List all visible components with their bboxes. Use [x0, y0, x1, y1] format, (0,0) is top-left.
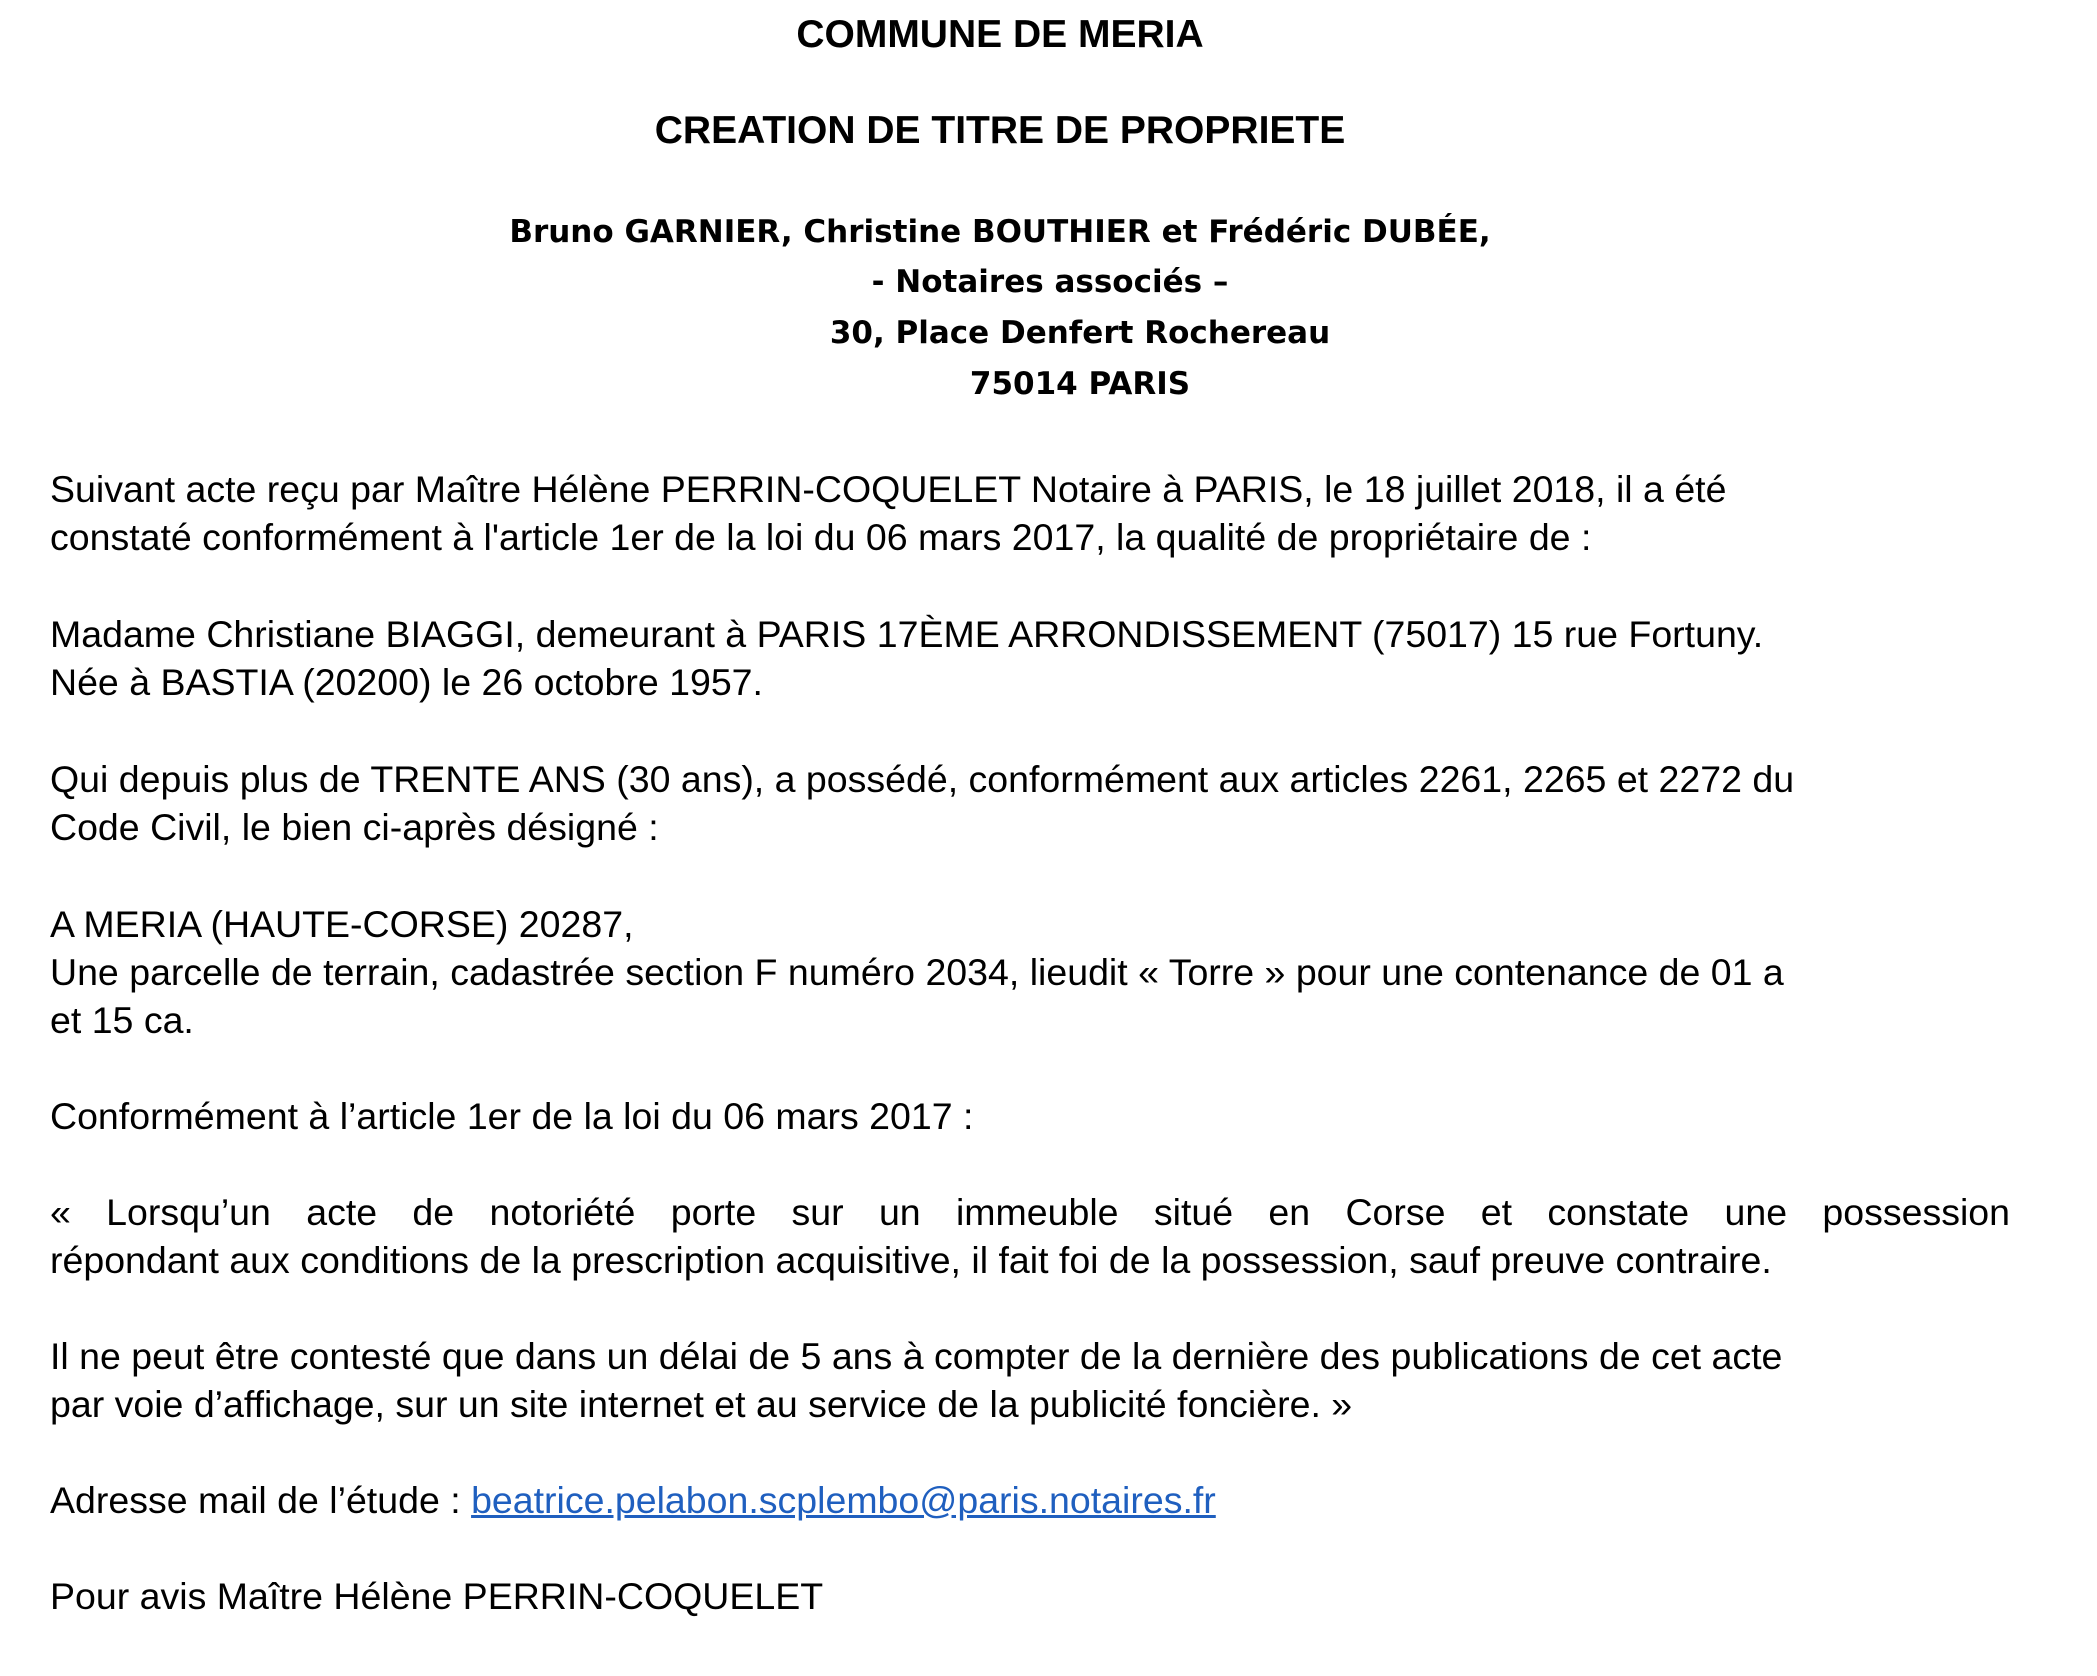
notary-names: Bruno GARNIER, Christine BOUTHIER et Frédéric DUBÉE, — [509, 214, 1491, 250]
quote-2-line-2: par voie d’affichage, sur un site internet et au service de la publicité foncière. » — [50, 1383, 1353, 1425]
quote-1-line-1: « Lorsqu’un acte de notoriété porte sur un immeuble situé en Corse et constate une possession — [50, 1191, 2010, 1233]
possession-paragraph — [50, 755, 2010, 851]
owner-line-2: Née à BASTIA (20200) le 26 octobre 1957. — [50, 661, 763, 703]
property-location: A MERIA (HAUTE-CORSE) 20287, — [50, 903, 634, 945]
quote-2-line-1: Il ne peut être contesté que dans un délai de 5 ans à compter de la dernière des publications de cet acte — [50, 1335, 1783, 1377]
notary-city: 75014 PARIS — [969, 366, 1191, 402]
signature-paragraph — [50, 1572, 2010, 1620]
notary-role: - Notaires associés – — [871, 264, 1229, 300]
possession-line-1: Qui depuis plus de TRENTE ANS (30 ans), a possédé, conformément aux articles 2261, 2265 et 2272 du — [50, 758, 1795, 800]
owner-paragraph — [50, 610, 2010, 706]
commune-heading: COMMUNE DE MERIA — [796, 13, 1204, 56]
acte-paragraph — [50, 465, 2010, 561]
notary-street: 30, Place Denfert Rochereau — [829, 315, 1331, 351]
email-link[interactable]: beatrice.pelabon.scplembo@paris.notaires.fr — [471, 1479, 1216, 1521]
signature-line: Pour avis Maître Hélène PERRIN-COQUELET — [50, 1575, 824, 1617]
property-paragraph — [50, 900, 2010, 1044]
quote-paragraph-2 — [50, 1332, 2010, 1428]
property-line-2: Une parcelle de terrain, cadastrée section F numéro 2034, lieudit « Torre » pour une contenance de 01 a — [50, 951, 1784, 993]
owner-line-1: Madame Christiane BIAGGI, demeurant à PARIS 17ÈME ARRONDISSEMENT (75017) 15 rue Fortuny. — [50, 613, 1764, 655]
possession-line-2: Code Civil, le bien ci-après désigné : — [50, 806, 659, 848]
property-line-3: et 15 ca. — [50, 999, 194, 1041]
quote-paragraph-1 — [50, 1188, 2010, 1284]
email-label: Adresse mail de l’étude : — [50, 1479, 472, 1521]
law-intro-line: Conformément à l’article 1er de la loi du 06 mars 2017 : — [50, 1095, 974, 1137]
quote-1-line-2: répondant aux conditions de la prescription acquisitive, il fait foi de la possession, sauf preuve contraire. — [50, 1239, 1772, 1281]
law-intro-paragraph — [50, 1092, 2010, 1140]
acte-line-1: Suivant acte reçu par Maître Hélène PERRIN-COQUELET Notaire à PARIS, le 18 juillet 2018, il a été — [50, 468, 1727, 510]
email-paragraph — [50, 1476, 2010, 1524]
acte-line-2: constaté conformément à l'article 1er de la loi du 06 mars 2017, la qualité de propriétaire de : — [50, 516, 1592, 558]
email-line — [50, 1476, 2010, 1524]
document-title: CREATION DE TITRE DE PROPRIETE — [654, 109, 1346, 152]
